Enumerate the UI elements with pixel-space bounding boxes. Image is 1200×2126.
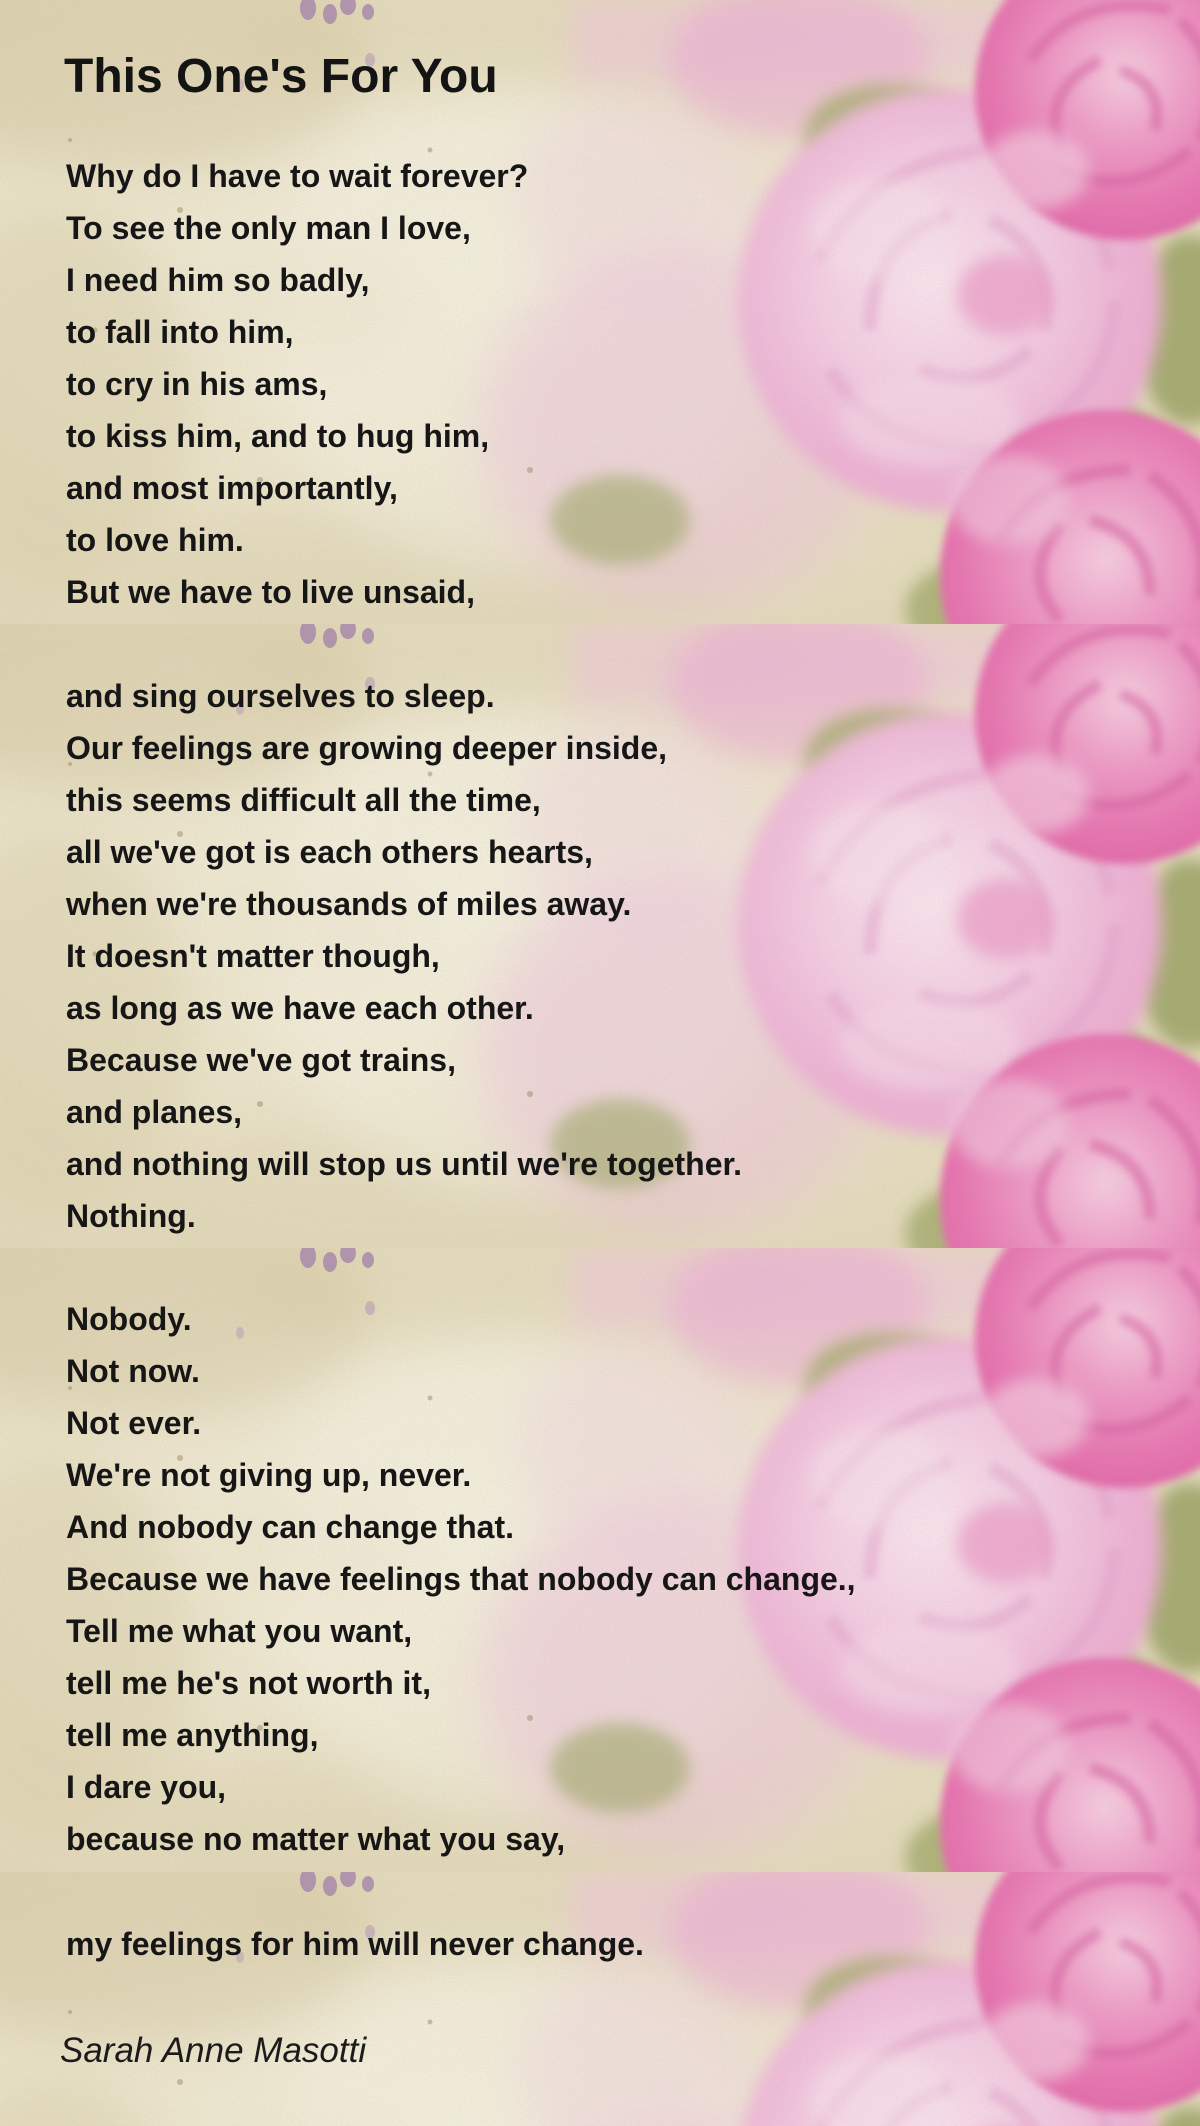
poem-line: Nothing. [66, 1198, 196, 1234]
poem-line: and most importantly, [66, 470, 398, 506]
poem-title: This One's For You [64, 50, 498, 103]
poem-stanza-4 [66, 1918, 644, 1970]
poem-line: And nobody can change that. [66, 1509, 515, 1545]
poem-line: my feelings for him will never change. [66, 1926, 644, 1962]
poem-line: to love him. [66, 522, 244, 558]
poem-line: because no matter what you say, [66, 1821, 566, 1857]
poem-line: But we have to live unsaid, [66, 574, 475, 610]
poem-line: To see the only man I love, [66, 210, 471, 246]
poem-line: It doesn't matter though, [66, 938, 440, 974]
poem-stanza-2 [66, 670, 742, 1242]
poem-line: this seems difficult all the time, [66, 782, 541, 818]
poem-line: when we're thousands of miles away. [66, 886, 632, 922]
poem-line: all we've got is each others hearts, [66, 834, 593, 870]
poem-line: to cry in his ams, [66, 366, 328, 402]
poem-line: We're not giving up, never. [66, 1457, 472, 1493]
poem-line: Why do I have to wait forever? [66, 158, 529, 194]
poem-author: Sarah Anne Masotti [60, 2031, 367, 2070]
poem-line: and nothing will stop us until we're together. [66, 1146, 743, 1182]
poem-line: Not now. [66, 1353, 200, 1389]
poem-line: tell me anything, [66, 1717, 319, 1753]
poem-stanza-1 [66, 150, 528, 618]
poem-line: as long as we have each other. [66, 990, 534, 1026]
poem-line: Not ever. [66, 1405, 202, 1441]
poem-line: to fall into him, [66, 314, 294, 350]
poem-line: to kiss him, and to hug him, [66, 418, 490, 454]
poem-line: I need him so badly, [66, 262, 370, 298]
poem-line: Tell me what you want, [66, 1613, 413, 1649]
poem-line: Because we have feelings that nobody can change., [66, 1561, 856, 1597]
poem-stanza-3 [66, 1293, 856, 1865]
poem-line: and planes, [66, 1094, 243, 1130]
poem-line: and sing ourselves to sleep. [66, 678, 495, 714]
poem-line: Our feelings are growing deeper inside, [66, 730, 668, 766]
poem-line: tell me he's not worth it, [66, 1665, 431, 1701]
poem-line: I dare you, [66, 1769, 227, 1805]
poem-line: Nobody. [66, 1301, 192, 1337]
poem-line: Because we've got trains, [66, 1042, 456, 1078]
